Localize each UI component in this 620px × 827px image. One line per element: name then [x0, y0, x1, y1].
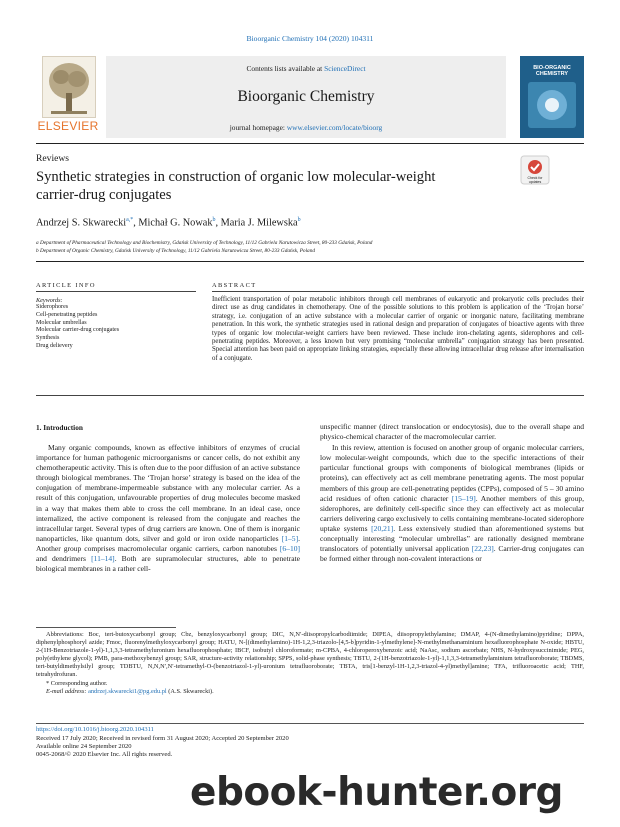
article-title: Synthetic strategies in construction of organic low molecular-weight carrier-drug conjugates: [36, 169, 436, 203]
check-updates-badge[interactable]: [520, 155, 550, 185]
meta-rule: [36, 723, 584, 724]
intro-paragraph: unspecific manner (direct translocation or endocytosis), due to the overall shape and physico-chemical character of the macromolecular carrier.: [320, 422, 584, 442]
footnotes: [36, 631, 584, 696]
cover-art-icon: [528, 82, 576, 128]
affiliation-a: a Department of Pharmaceutical Technology and Biochemistry, Gdańsk University of Technology, 11/12 Gabriela Narutowicza Street, 80-233 Gdańsk, Poland: [36, 240, 373, 246]
email-suffix: (A.S. Skwarecki).: [168, 687, 214, 695]
intro-paragraph: [36, 443, 300, 574]
footnote-rule: [36, 627, 176, 628]
author-affil[interactable]: b: [297, 217, 301, 223]
doi-link[interactable]: https://doi.org/10.1016/j.bioorg.2020.104311: [36, 726, 154, 733]
author-name[interactable]: Michał G. Nowak: [138, 217, 213, 229]
affiliation-divider: [36, 261, 584, 262]
citation-link[interactable]: [6–10]: [279, 543, 301, 553]
citation-link[interactable]: [1–5]: [281, 533, 299, 543]
email-note: [36, 688, 584, 696]
intro-text: . Carrier-drug conjugates can be formed either through non-covalent interactions or: [320, 544, 584, 564]
keyword: Siderophores: [36, 304, 69, 310]
citation-link[interactable]: [11–14]: [91, 554, 115, 564]
journal-banner: [106, 56, 506, 138]
corresponding-author-note: * Corresponding author.: [46, 679, 108, 687]
keyword: Synthesis: [36, 335, 60, 342]
abstract-end-rule: [36, 395, 584, 396]
intro-text: Many organic compounds, known as effective inhibitors of enzymes of crucial importance for human pathogenic microorganisms or cancer cells, do not exhibit any chemotherapeutic activity. This is often due to the poor diffusion of an active substance through biological membranes. The ‘Trojan horse’ strategy is based on the idea of the conjugation of membrane-impermeable substance with any molecular carrier. As a result of this conjugation, unfavourable properties of drug molecules become masked in a way that makes them able to cross the cell membrane. In an ideal case, once internalized, the active component is released from the conjugate and reaches the intracellular target. Several types of drug carriers are known. One of them is inorganic nanoparticles, like quantum dots, silver and gold or iron oxide nanoparticles: [36, 443, 300, 543]
author-list: Andrzej S. Skwarecki$^{a,*}$, Michał G. Nowak$^b$, Maria J. Milewska$^b$: [36, 217, 301, 229]
author-name[interactable]: Andrzej S. Skwarecki: [36, 217, 127, 229]
cover-title: BIO-ORGANIC CHEMISTRY: [533, 65, 571, 77]
elsevier-logo: [36, 56, 98, 138]
section-heading-introduction: 1. Introduction: [36, 423, 83, 432]
keyword: Molecular umbrellas: [36, 319, 87, 326]
intro-text: . Another members of this group, siderophores, are definitely cell-specific since they can effectively act as molecular carriers delivering cargo exclusively to cells containing membrane-located siderophore uptake systems: [320, 493, 584, 533]
badge-label: Check for updates: [527, 176, 543, 184]
abstract-text: Inefficient transportation of polar metabolic inhibitors through cell membranes of eukaryotic and prokaryotic cells precludes their direct use as drug candidates in chemotherapy. One of the possible solutions to this problem is application of the ‘Trojan horse’ strategy, i.e. conjugation of an active substance with a molecular carrier of organic or inorganic nature, facilitating membrane penetration. In this work, the synthetic strategies used in rational design and preparation of conjugates of bioactive agents with three types of organic low molecular-weight carriers have been reviewed. These include iron-chelating agents, siderophores and cell-penetrating peptides. Moreover, a less known but very promising “molecular umbrella” conjugation strategy has been presented. Special attention has been paid on appropriate linking strategies, especially these allowing intracellular drug release after internalisation of a conjugate.: [212, 296, 584, 362]
header-divider: [36, 143, 584, 144]
journal-cover: [520, 56, 584, 138]
article-type: Reviews: [36, 153, 70, 164]
citation-link[interactable]: [20,21]: [371, 523, 394, 533]
homepage-line: [106, 123, 506, 132]
intro-text: and dendrimers: [36, 554, 86, 564]
email-label: E-mail address:: [46, 687, 87, 695]
homepage-prefix: journal homepage:: [229, 123, 285, 132]
author-name[interactable]: Maria J. Milewska: [220, 217, 298, 229]
affiliation-b: b Department of Organic Chemistry, Gdańsk University of Technology, 11/12 Gabriela Narutowicza Street, 80-233 Gdańsk, Poland: [36, 248, 315, 254]
keyword: Drug delievery: [36, 342, 73, 349]
article-info-heading: ARTICLE INFO: [36, 282, 96, 289]
publisher-wordmark: ELSEVIER: [37, 119, 99, 133]
keyword: Molecular carrier-drug conjugates: [36, 327, 120, 334]
copyright: 0045-2068/© 2020 Elsevier Inc. All rights reserved.: [36, 751, 173, 758]
intro-text: In this review, attention is focused on another group of organic molecular carriers, low molecular-weight compounds, which due to the specific interactions of their particular functional groups with components of biological membranes (lipids or proteins), can effectively act as cell membrane penetrating agents. The most popular members of this group are cell-penetrating peptides (CPPs), composed of 5 – 30 amino acid residues of often cationic character: [320, 443, 584, 503]
sciencedirect-link[interactable]: ScienceDirect: [324, 64, 366, 73]
citation-link[interactable]: [22,23]: [471, 544, 494, 554]
author-affil[interactable]: a,*: [126, 217, 134, 223]
intro-left-column: [36, 443, 300, 574]
available-online: Available online 24 September 2020: [36, 743, 132, 750]
journal-header: [36, 56, 584, 138]
tree-emblem-icon: [42, 56, 96, 118]
intro-paragraph: [320, 443, 584, 564]
contents-prefix: Contents lists available at: [246, 64, 323, 73]
journal-reference[interactable]: Bioorganic Chemistry 104 (2020) 104311: [246, 34, 374, 43]
keyword: Cell-penetrating peptides: [36, 311, 98, 318]
email-link[interactable]: andrzej.skwarecki1@pg.edu.pl: [88, 687, 167, 695]
author-affil[interactable]: b: [212, 217, 216, 223]
watermark: ebook-hunter.org: [190, 770, 563, 815]
journal-title: Bioorganic Chemistry: [237, 88, 375, 105]
abstract-rule: [212, 291, 584, 292]
intro-right-column: [320, 422, 584, 564]
keywords-label: Keywords:: [36, 297, 63, 304]
intro-text: . Both are supramolecular structures, able to penetrate biological membranes in a rather cell-: [36, 554, 301, 574]
abbreviations-footnote: Abbreviations: Boc, tert-butoxycarbonyl group; Cbz, benzyloxycarbonyl group; DIC, N,N′-diisopropylcarbodiimide; DIPEA, diisopropylethylamine; DMAP, 4-(N-dimethylamino)pyridine; DPPA, diphenylphosphoryl azide; Fmoc, fluorenylmethyloxycarbonyl group; HATU, N-[(dimethylamino)-1H-1,2,3-triazolo-[4,5-b]pyridin-1-ylmethylene]-N-methylmethanaminium hexafluorophosphate N-oxide; HBTU, 2-(1H-Benzotriazole-1-yl)-1,1,3,3-tetramethyluronium hexafluorophosphate; IBCF, isobutyl chloroformate; m-CPBA, 4-chloroperoxybenzoic acid; NaAsc, sodium ascorbate; NHS, N-hydroxysuccinimide; PEG, poly(ethylene glycol); PMB, para-methoxybenzyl group; SAR, structure-activity relationship; SPPS, solid-phase synthesis; TBTU, 2-(1H-benzotriazole-1-yl)-1,1,3,3-tetramethylaminium tetrafluoroborate; TBDMS, tert-butyldimethylsilyl group; TDBTU, N,N,N′,N′-tetramethyl-O-(benzotriazol-1-yl)-uronium tetrafluoroborate; TBTA, tris[1-benzyl-1H-1,2,3-triazol-4-yl)methyl]amine; TFA, trifluoroacetic acid; THF, tetrahydrofuran.: [36, 631, 584, 679]
homepage-link[interactable]: www.elsevier.com/locate/bioorg: [286, 123, 383, 132]
article-info-rule: [36, 291, 196, 292]
abstract-heading: ABSTRACT: [212, 282, 257, 289]
contents-line: [106, 64, 506, 73]
received-dates: Received 17 July 2020; Received in revised form 31 August 2020; Accepted 20 September 2020: [36, 735, 289, 742]
intro-text: . Less extensively studied than aforementioned systems but conceptually interesting “molecular umbrellas” are rationally designed membrane translocators of potentially universal application: [320, 523, 584, 554]
citation-link[interactable]: [15–19]: [451, 493, 476, 503]
intro-text: . Another group comprises macromolecular organic carriers, carbon nanotubes: [36, 533, 300, 553]
keywords-block: [36, 297, 196, 351]
